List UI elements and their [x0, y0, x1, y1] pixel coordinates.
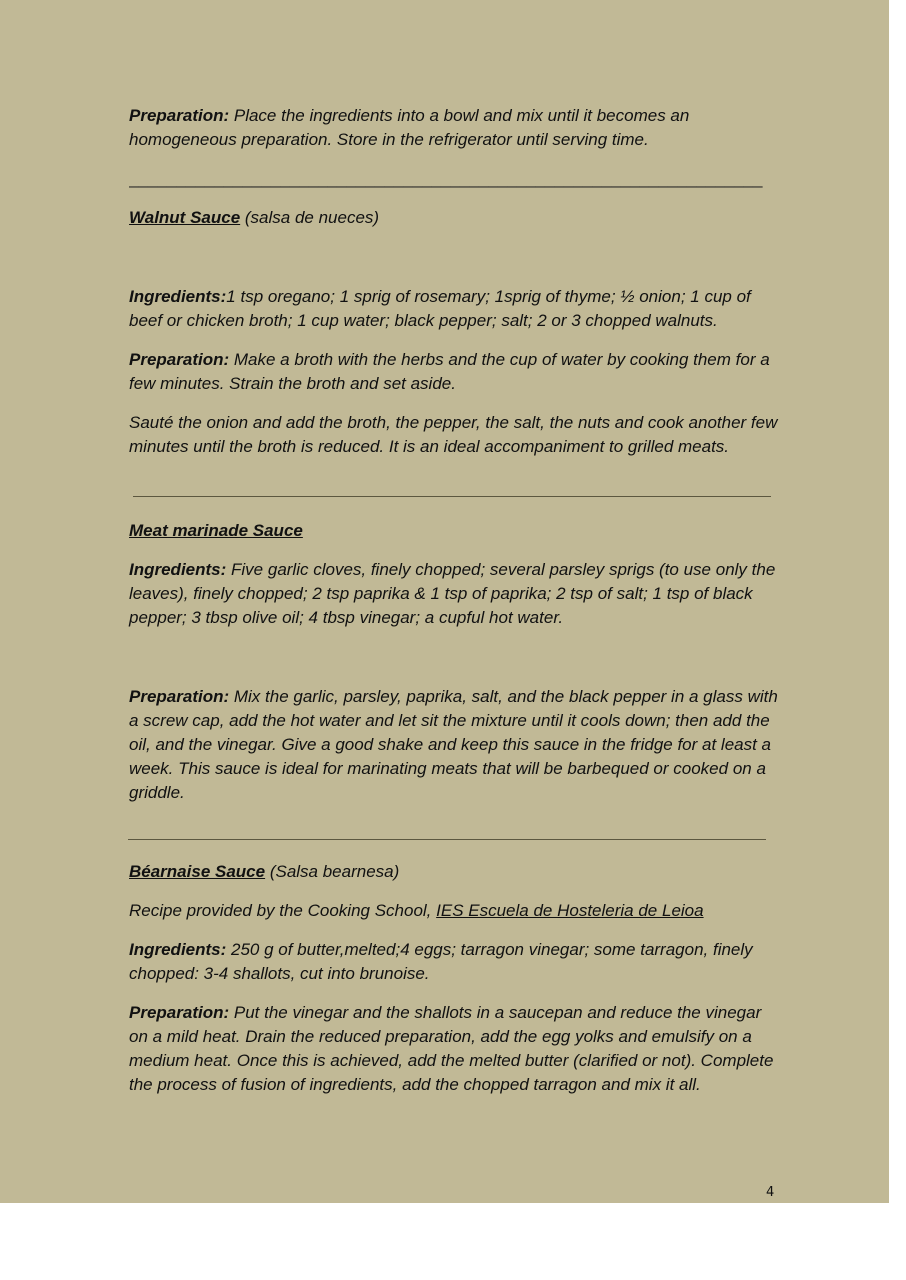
recipe-credit: [129, 899, 779, 923]
document-body: [129, 104, 779, 1097]
separator-line: ___________________________________________________________________: [129, 169, 763, 188]
ingredients-label: Ingredients:: [129, 940, 227, 959]
page-number: 4: [766, 1185, 775, 1200]
preparation-text: Make a broth with the herbs and the cup of water by cooking them for a few minutes. Strain the broth and set aside.: [129, 350, 770, 393]
section-heading: [129, 519, 779, 543]
preparation-extra-paragraph: Sauté the onion and add the broth, the pepper, the salt, the nuts and cook another few minutes until the broth is reduced. It is an ideal accompaniment to grilled meats.: [129, 413, 778, 456]
ingredients-label: Ingredients:: [129, 560, 227, 579]
preparation-label: Preparation:: [129, 106, 230, 125]
preparation-text: Mix the garlic, parsley, paprika, salt, and the black pepper in a glass with a screw cap, add the hot water and let sit the mixture until it cools down; then add the oil, and the vinegar. Give a good shake and keep this sauce in the fridge for at least a week. This sauce is ideal for marinating meats that will be barbequed or cooked on a griddle.: [129, 687, 778, 802]
walnut-sauce-subtitle: (salsa de nueces): [240, 208, 380, 227]
section-heading: [129, 206, 779, 230]
preparation-label: Preparation:: [129, 687, 230, 706]
preparation-paragraph: [129, 348, 779, 396]
separator-line: [133, 496, 771, 497]
cooking-school-link[interactable]: IES Escuela de Hosteleria de Leioa: [436, 901, 704, 920]
ingredients-text: Five garlic cloves, finely chopped; several parsley sprigs (to use only the leaves), finely chopped; 2 tsp paprika & 1 tsp of paprika; 2 tsp of salt; 1 tsp of black pepper; 3 tbsp olive oil; 4 tbsp vinegar; a cupful hot water.: [129, 560, 776, 627]
preparation-text: Place the ingredients into a bowl and mix until it becomes an homogeneous preparation. Store in the refrigerator until serving time.: [129, 106, 690, 149]
walnut-sauce-title: Walnut Sauce: [129, 208, 241, 227]
credit-text: Recipe provided by the Cooking School,: [129, 901, 437, 920]
preparation-label: Preparation:: [129, 350, 230, 369]
ingredients-text: 250 g of butter,melted;4 eggs; tarragon vinegar; some tarragon, finely chopped: 3-4 shallots, cut into brunoise.: [129, 940, 753, 983]
ingredients-label: Ingredients:: [129, 287, 227, 306]
preparation-paragraph: [129, 1001, 779, 1097]
preparation-label: Preparation:: [129, 1003, 230, 1022]
preparation-text: Put the vinegar and the shallots in a saucepan and reduce the vinegar on a mild heat. Drain the reduced preparation, add the egg yolks and emulsify on a medium heat. Once this is achieved, add the melted butter (clarified or not). Complete the process of fusion of ingredients, add the chopped tarragon and mix it all.: [129, 1003, 774, 1094]
preparation-paragraph: [129, 104, 779, 152]
ingredients-text: 1 tsp oregano; 1 sprig of rosemary; 1sprig of thyme; ½ onion; 1 cup of beef or chicken broth; 1 cup water; black pepper; salt; 2 or 3 chopped walnuts.: [129, 287, 751, 330]
preparation-paragraph: [129, 685, 779, 805]
meat-marinade-title: Meat marinade Sauce: [129, 521, 303, 540]
section-heading: [129, 860, 779, 884]
bearnaise-sauce-title: Béarnaise Sauce: [129, 862, 266, 881]
ingredients-paragraph: [129, 285, 779, 333]
ingredients-paragraph: [129, 938, 779, 986]
ingredients-paragraph: [129, 558, 779, 630]
bearnaise-sauce-subtitle: (Salsa bearnesa): [265, 862, 400, 881]
separator-line: [128, 839, 766, 840]
